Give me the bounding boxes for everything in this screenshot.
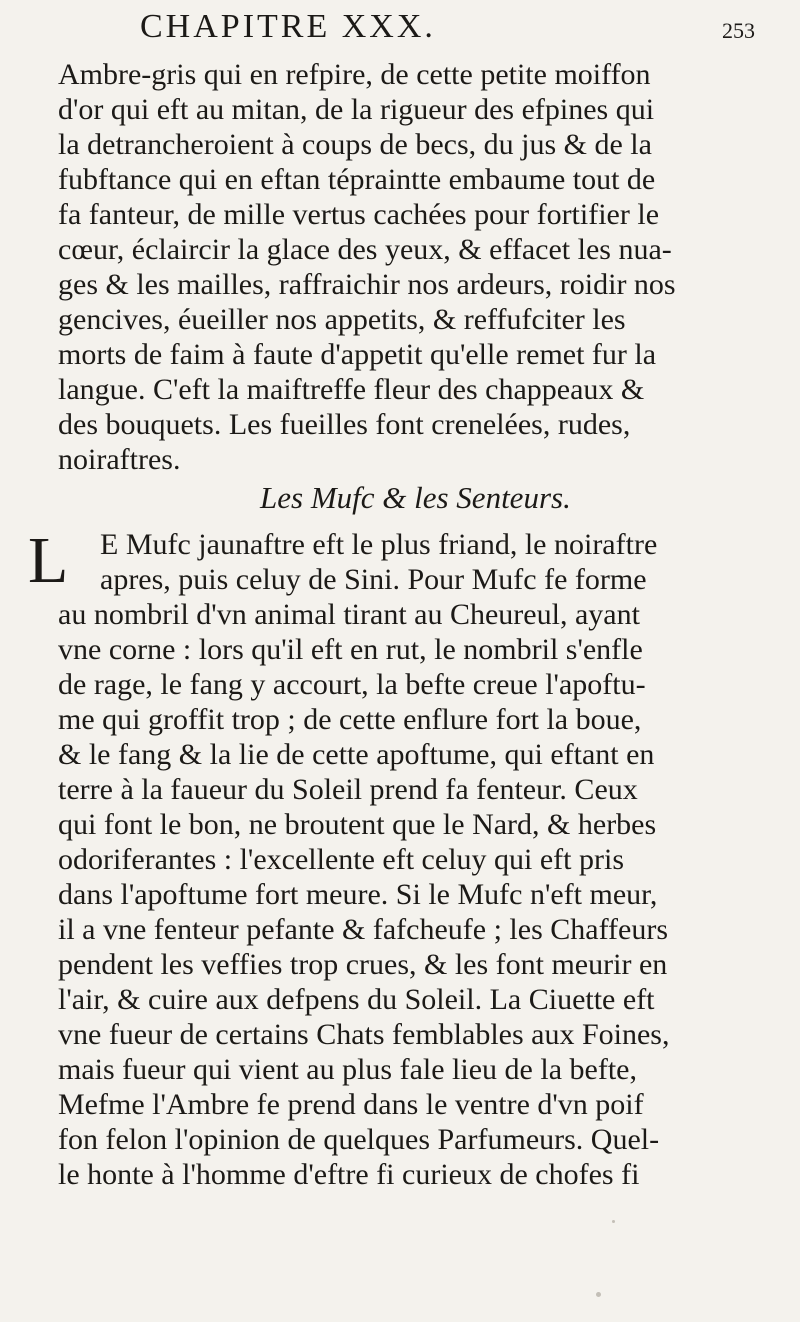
body-line-bottom-16: mais fueur qui vient au plus fale lieu de la befte, <box>58 1053 637 1086</box>
body-line-bottom-12: il a vne fenteur pefante & fafcheufe ; les Chaffeurs <box>58 913 668 946</box>
body-line-bottom-15: vne fueur de certains Chats femblables aux Foines, <box>58 1018 670 1051</box>
body-line-bottom-11: dans l'apoftume fort meure. Si le Mufc n'eft meur, <box>58 878 658 911</box>
body-line-bottom-2: apres, puis celuy de Sini. Pour Mufc fe forme <box>100 563 647 596</box>
body-line-top-6: cœur, éclaircir la glace des yeux, & effacet les nua- <box>58 233 672 266</box>
body-line-top-1: Ambre-gris qui en refpire, de cette petite moiffon <box>58 58 651 91</box>
body-line-bottom-5: de rage, le fang y accourt, la befte creue l'apoftu- <box>58 668 646 701</box>
body-line-top-2: d'or qui eft au mitan, de la rigueur des efpines qui <box>58 93 655 126</box>
body-line-bottom-4: vne corne : lors qu'il eft en rut, le nombril s'enfle <box>58 633 643 666</box>
body-line-bottom-1: E Mufc jaunaftre eft le plus friand, le noiraftre <box>100 528 658 561</box>
body-line-bottom-14: l'air, & cuire aux defpens du Soleil. La Ciuette eft <box>58 983 655 1016</box>
body-line-bottom-18: fon felon l'opinion de quelques Parfumeurs. Quel- <box>58 1123 660 1156</box>
paper-speck <box>612 1220 615 1223</box>
body-line-top-3: la detrancheroient à coups de becs, du jus & de la <box>58 128 652 161</box>
body-line-bottom-13: pendent les veffies trop crues, & les font meurir en <box>58 948 668 981</box>
page-number: 253 <box>722 18 755 43</box>
body-line-top-8: gencives, éueiller nos appetits, & reffufciter les <box>58 303 626 336</box>
body-line-top-7: ges & les mailles, raffraichir nos ardeurs, roidir nos <box>58 268 676 301</box>
body-line-bottom-3: au nombril d'vn animal tirant au Cheureul, ayant <box>58 598 640 631</box>
body-line-top-9: morts de faim à faute d'appetit qu'elle remet fur la <box>58 338 657 371</box>
running-title: CHAPITRE XXX. <box>140 8 436 45</box>
body-line-bottom-17: Mefme l'Ambre fe prend dans le ventre d'vn poif <box>58 1088 644 1121</box>
section-heading: Les Mufc & les Senteurs. <box>260 480 571 515</box>
drop-cap: L <box>28 524 69 597</box>
body-line-bottom-8: terre à la faueur du Soleil prend fa fenteur. Ceux <box>58 773 638 806</box>
body-line-bottom-10: odoriferantes : l'excellente eft celuy qui eft pris <box>58 843 625 876</box>
body-line-bottom-6: me qui groffit trop ; de cette enflure fort la boue, <box>58 703 642 736</box>
body-line-bottom-7: & le fang & la lie de cette apoftume, qui eftant en <box>58 738 655 771</box>
body-line-bottom-9: qui font le bon, ne broutent que le Nard, & herbes <box>58 808 657 841</box>
body-line-top-11: des bouquets. Les fueilles font crenelées, rudes, <box>58 408 631 441</box>
body-line-top-5: fa fanteur, de mille vertus cachées pour fortifier le <box>58 198 660 231</box>
body-line-top-4: fubftance qui en eftan tépraintte embaume tout de <box>58 163 656 196</box>
paper-speck <box>596 1292 601 1297</box>
body-line-bottom-19: le honte à l'homme d'eftre fi curieux de chofes fi <box>58 1158 640 1191</box>
body-line-top-12: noiraftres. <box>58 443 181 476</box>
body-line-top-10: langue. C'eft la maiftreffe fleur des chappeaux & <box>58 373 645 406</box>
